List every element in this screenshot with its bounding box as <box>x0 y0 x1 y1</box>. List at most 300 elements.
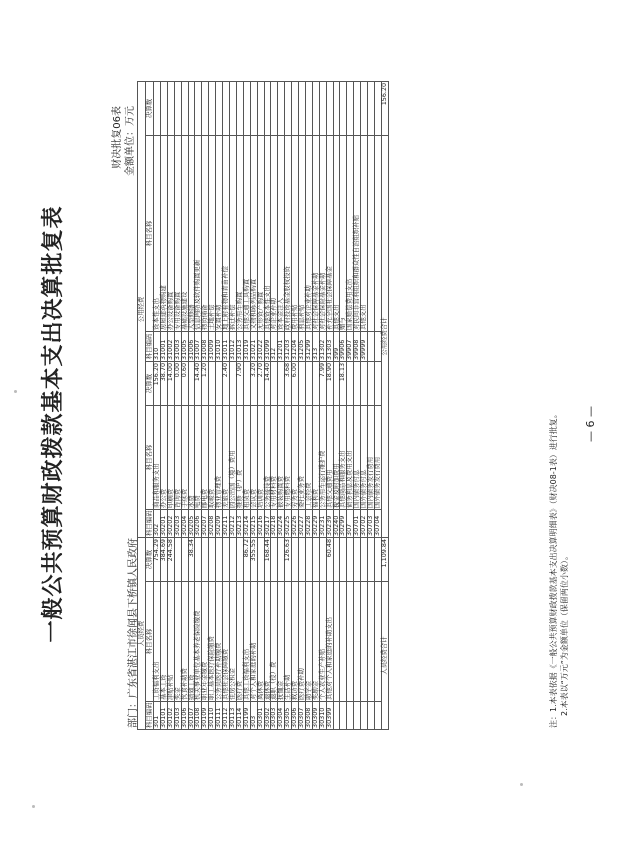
personnel-code-cell <box>347 702 354 730</box>
capital-name-cell: 国家赔偿费用支出 <box>347 135 354 331</box>
table-row <box>271 81 278 729</box>
public-code-cell: 30205 <box>188 509 195 537</box>
personnel-name-cell: 其他对个人和家庭的补助支出 <box>326 582 333 702</box>
personnel-amount-cell <box>333 537 340 581</box>
capital-code-cell: 31002 <box>167 331 174 361</box>
scan-speck <box>520 783 523 786</box>
capital-amount-cell <box>305 81 312 135</box>
table-row <box>243 81 250 729</box>
public-name-cell: 培训费 <box>257 405 264 509</box>
personnel-name-cell <box>361 582 368 702</box>
table-row <box>368 81 375 729</box>
department-label: 部门：广东省湛江市徐闻县下桥镇人民政府 <box>128 538 139 728</box>
public-name-cell: 办公费 <box>160 405 167 509</box>
public-code-cell: 30227 <box>299 509 306 537</box>
public-amount-cell <box>361 361 368 405</box>
public-name-cell: 工会经费 <box>305 405 312 509</box>
public-name-cell: 税金及附加费用 <box>333 405 340 509</box>
table-row <box>154 81 161 729</box>
personnel-name-cell: 抚恤金 <box>278 582 285 702</box>
public-name-cell: 手续费 <box>181 405 188 509</box>
table-row <box>181 81 188 729</box>
public-name-cell: 委托业务费 <box>299 405 306 509</box>
table-row <box>229 81 236 729</box>
capital-name-cell: 其他支出 <box>361 135 368 331</box>
capital-name-cell: 地上附着物和青苗补偿 <box>223 135 230 331</box>
table-row <box>292 81 299 729</box>
capital-name-cell: 利息补贴 <box>299 135 306 331</box>
public-code-cell: 30208 <box>209 509 216 537</box>
capital-code-cell: 31019 <box>243 331 250 361</box>
capital-code-cell: 31001 <box>160 331 167 361</box>
personnel-amount-cell <box>299 537 306 581</box>
capital-amount-cell <box>285 81 292 135</box>
capital-name-cell: 对民间非营利组织和群众性自治组织补贴 <box>354 135 361 331</box>
personnel-code-cell: 30106 <box>181 702 188 730</box>
capital-code-cell: 31010 <box>216 331 223 361</box>
public-amount-cell: 2.40 <box>223 361 230 405</box>
public-code-cell: 30201 <box>160 509 167 537</box>
capital-amount-cell <box>223 81 230 135</box>
personnel-name-cell <box>368 582 375 702</box>
public-code-cell: 30231 <box>319 509 326 537</box>
table-row <box>312 81 319 729</box>
personnel-amount-cell: 384.69 <box>160 537 167 581</box>
capital-name-cell: 对社会保险基金补助 <box>319 135 326 331</box>
public-amount-cell: 14.40 <box>264 361 271 405</box>
capital-amount-cell <box>174 81 181 135</box>
personnel-amount-cell <box>209 537 216 581</box>
personnel-amount-cell: 244.58 <box>167 537 174 581</box>
table-row <box>305 81 312 729</box>
public-code-cell: 302 <box>154 509 161 537</box>
public-name-cell: 租赁费 <box>243 405 250 509</box>
public-amount-cell <box>271 361 278 405</box>
personnel-code-cell: 30303 <box>271 702 278 730</box>
capital-code-cell: 31201 <box>278 331 285 361</box>
public-name-cell: 被装购置费 <box>278 405 285 509</box>
public-code-cell: 30212 <box>229 509 236 537</box>
capital-name-cell: 其他支出 <box>333 135 340 331</box>
personnel-amount-cell <box>195 537 202 581</box>
capital-amount-cell <box>216 81 223 135</box>
personnel-amount-cell: 126.63 <box>285 537 292 581</box>
col-header-code: 科目编码 <box>145 510 153 536</box>
public-total-label: 公用经费合计 <box>381 135 388 537</box>
capital-name-cell: 专用设备购置 <box>174 135 181 331</box>
public-code-cell: 30225 <box>285 509 292 537</box>
capital-name-cell: 文物和陈列品购置 <box>250 135 257 331</box>
personnel-code-cell: 301 <box>154 702 161 730</box>
personnel-name-cell <box>347 582 354 702</box>
col-header-name: 科目名称 <box>146 582 154 702</box>
public-name-cell: 差旅费 <box>223 405 230 509</box>
public-code-cell: 30239 <box>326 509 333 537</box>
personnel-code-cell <box>354 702 361 730</box>
personnel-code-cell: 30199 <box>243 702 250 730</box>
personnel-code-cell: 30108 <box>195 702 202 730</box>
personnel-amount-cell <box>202 537 209 581</box>
public-name-cell: 水费 <box>188 405 195 509</box>
personnel-code-cell: 30114 <box>236 702 243 730</box>
personnel-name-cell: 个人农业生产补贴 <box>319 582 326 702</box>
personnel-code-cell: 30103 <box>174 702 181 730</box>
public-name-cell: 取暖费 <box>209 405 216 509</box>
capital-amount-cell <box>229 81 236 135</box>
public-code-cell: 30217 <box>264 509 271 537</box>
personnel-name-cell: 医疗费补助 <box>299 582 306 702</box>
personnel-code-cell: 30309 <box>312 702 319 730</box>
public-name-cell: 印刷费 <box>167 405 174 509</box>
capital-amount-cell <box>333 81 340 135</box>
amount-unit: 金额单位：万元 <box>125 106 136 176</box>
capital-name-cell: 其他资本性支出 <box>264 135 271 331</box>
public-code-cell: 30206 <box>195 509 202 537</box>
col-header-code: 科目编码 <box>145 702 153 728</box>
public-name-cell: 债务利息及费用支出 <box>347 405 354 509</box>
public-amount-cell: 14.00 <box>167 361 174 405</box>
col-header-amount: 决算数 <box>146 361 154 405</box>
public-code-cell: 30228 <box>305 509 312 537</box>
personnel-amount-cell <box>347 537 354 581</box>
personnel-amount-cell: 754.29 <box>154 537 161 581</box>
capital-amount-cell <box>195 81 202 135</box>
personnel-name-cell: 退休费 <box>264 582 271 702</box>
public-amount-cell: 2.70 <box>257 361 264 405</box>
capital-code-cell <box>368 331 375 361</box>
personnel-amount-cell: 355.55 <box>250 537 257 581</box>
capital-amount-cell <box>278 81 285 135</box>
capital-name-cell: 拆迁补偿 <box>229 135 236 331</box>
capital-amount-cell <box>312 81 319 135</box>
personnel-amount-cell <box>229 537 236 581</box>
capital-name-cell: 公务用车购置 <box>236 135 243 331</box>
table-row <box>278 81 285 729</box>
capital-amount-cell <box>361 81 368 135</box>
public-amount-cell <box>305 361 312 405</box>
public-amount-cell: 7.99 <box>319 361 326 405</box>
personnel-code-cell: 30310 <box>319 702 326 730</box>
capital-name-cell: 大型修缮 <box>188 135 195 331</box>
personnel-name-cell: 其他工资福利支出 <box>243 582 250 702</box>
capital-code-cell: 31021 <box>250 331 257 361</box>
public-code-cell: 30204 <box>181 509 188 537</box>
capital-code-cell: 31008 <box>202 331 209 361</box>
public-name-cell: 电费 <box>195 405 202 509</box>
public-code-cell: 30226 <box>292 509 299 537</box>
public-amount-cell <box>209 361 216 405</box>
personnel-amount-cell <box>354 537 361 581</box>
personnel-code-cell: 30113 <box>229 702 236 730</box>
capital-amount-cell <box>292 81 299 135</box>
personnel-code-cell: 30302 <box>264 702 271 730</box>
public-group-header: 公用经费 <box>138 81 146 537</box>
capital-code-cell: 310 <box>154 331 161 361</box>
capital-amount-cell <box>236 81 243 135</box>
capital-code-cell: 31005 <box>181 331 188 361</box>
public-code-cell: 30218 <box>271 509 278 537</box>
public-code-cell: 30213 <box>236 509 243 537</box>
personnel-code-cell <box>375 702 382 730</box>
personnel-code-cell: 30304 <box>278 702 285 730</box>
personnel-name-cell: 离休费 <box>257 582 264 702</box>
public-name-cell: 劳务费 <box>292 405 299 509</box>
col-header-amount: 决算数 <box>146 81 154 135</box>
table-row <box>174 81 181 729</box>
capital-code-cell: 31007 <box>195 331 202 361</box>
public-amount-cell: 0.00 <box>174 361 181 405</box>
personnel-code-cell <box>340 702 347 730</box>
page-number: — 6 — <box>584 406 597 442</box>
personnel-code-cell: 30112 <box>223 702 230 730</box>
capital-name-cell: 基础设施建设 <box>181 135 188 331</box>
col-header-amount: 决算数 <box>146 537 154 581</box>
table-row <box>354 81 361 729</box>
capital-code-cell: 39999 <box>361 331 368 361</box>
public-name-cell: 商品和服务支出 <box>154 405 161 509</box>
page-title: 一般公共预算财政拨款基本支出决算批复表 <box>41 205 66 643</box>
capital-name-cell: 无形资产购置 <box>257 135 264 331</box>
personnel-name-cell: 基本工资 <box>160 582 167 702</box>
capital-name-cell: 办公设备购置 <box>167 135 174 331</box>
footnotes <box>548 410 570 728</box>
capital-amount-cell <box>354 81 361 135</box>
capital-amount-cell <box>368 81 375 135</box>
personnel-amount-cell <box>216 537 223 581</box>
personnel-name-cell: 公务员医疗补助缴费 <box>216 582 223 702</box>
personnel-name-cell <box>333 582 340 702</box>
table-row <box>236 81 243 729</box>
personnel-amount-cell <box>368 537 375 581</box>
public-name-cell: 国内债务发行费用 <box>368 405 375 509</box>
public-amount-cell <box>347 361 354 405</box>
capital-code-cell: 31022 <box>257 331 264 361</box>
capital-code-cell: 39908 <box>354 331 361 361</box>
public-amount-cell <box>299 361 306 405</box>
personnel-name-cell: 职业年金缴费 <box>202 582 209 702</box>
personnel-amount-cell: 168.44 <box>264 537 271 581</box>
public-code-cell: 30215 <box>250 509 257 537</box>
capital-amount-cell <box>271 81 278 135</box>
public-name-cell: 邮电费 <box>202 405 209 509</box>
public-name-cell: 因公出国（境）费用 <box>229 405 236 509</box>
personnel-code-cell: 303 <box>250 702 257 730</box>
public-code-cell: 30703 <box>368 509 375 537</box>
capital-name-cell: 对企业补助 <box>271 135 278 331</box>
personnel-amount-cell: 86.72 <box>243 537 250 581</box>
personnel-code-cell: 30308 <box>305 702 312 730</box>
table-row <box>167 81 174 729</box>
public-code-cell: 30214 <box>243 509 250 537</box>
personnel-amount-cell <box>340 537 347 581</box>
public-amount-cell: 18.13 <box>340 361 347 405</box>
capital-amount-cell <box>181 81 188 135</box>
table-row <box>347 81 354 729</box>
public-name-cell: 物业管理费 <box>216 405 223 509</box>
personnel-code-cell: 30111 <box>216 702 223 730</box>
table-row <box>216 81 223 729</box>
public-amount-cell: 156.20 <box>154 361 161 405</box>
capital-amount-cell <box>202 81 209 135</box>
personnel-name-cell: 机关事业单位基本养老保险缴费 <box>195 582 202 702</box>
public-code-cell: 30299 <box>340 509 347 537</box>
personnel-amount-cell <box>312 537 319 581</box>
table-row <box>257 81 264 729</box>
table-row <box>375 81 382 729</box>
personnel-amount-cell <box>174 537 181 581</box>
personnel-code-cell: 30110 <box>209 702 216 730</box>
public-name-cell: 咨询费 <box>174 405 181 509</box>
scan-speck <box>14 390 17 393</box>
public-name-cell: 其他商品和服务支出 <box>340 405 347 509</box>
col-header-name: 科目名称 <box>146 135 154 331</box>
expenditure-table <box>137 81 389 730</box>
scan-speck <box>32 805 35 808</box>
capital-name-cell: 其他交通工具购置 <box>243 135 250 331</box>
capital-name-cell: 信息网络及软件购置更新 <box>195 135 202 331</box>
personnel-code-cell <box>333 702 340 730</box>
capital-amount-cell <box>257 81 264 135</box>
capital-name-cell <box>375 135 382 331</box>
capital-name-cell <box>368 135 375 331</box>
capital-code-cell: 31013 <box>236 331 243 361</box>
personnel-name-cell: 其他社会保障缴费 <box>223 582 230 702</box>
capital-code-cell: 31299 <box>305 331 312 361</box>
personnel-code-cell: 30399 <box>326 702 333 730</box>
table-row <box>209 81 216 729</box>
capital-code-cell: 31012 <box>229 331 236 361</box>
capital-name-cell: 政府投资基金股权投资 <box>285 135 292 331</box>
personnel-name-cell: 职工基本医疗保险缴费 <box>209 582 216 702</box>
public-amount-cell: 3.68 <box>285 361 292 405</box>
public-amount-cell: 1.20 <box>202 361 209 405</box>
public-code-cell: 30209 <box>216 509 223 537</box>
personnel-name-cell: 绩效工资 <box>188 582 195 702</box>
capital-name-cell: 补充全国社会保障基金 <box>326 135 333 331</box>
personnel-name-cell <box>340 582 347 702</box>
capital-code-cell: 313 <box>312 331 319 361</box>
public-name-cell: 专用材料费 <box>271 405 278 509</box>
personnel-code-cell: 30305 <box>285 702 292 730</box>
personnel-code-cell: 30109 <box>202 702 209 730</box>
personnel-code-cell <box>361 702 368 730</box>
personnel-name-cell: 退职（役）费 <box>271 582 278 702</box>
personnel-code-cell: 30301 <box>257 702 264 730</box>
capital-name-cell: 资本性支出 <box>154 135 161 331</box>
personnel-total-amount: 1,109.84 <box>381 537 388 581</box>
table-row <box>223 81 230 729</box>
capital-code-cell: 31302 <box>319 331 326 361</box>
public-code-cell: 30240 <box>333 509 340 537</box>
public-amount-cell: 38.70 <box>160 361 167 405</box>
col-header-name: 科目名称 <box>146 405 154 509</box>
public-amount-cell <box>354 361 361 405</box>
personnel-name-cell: 住房公积金 <box>229 582 236 702</box>
public-amount-cell: 6.00 <box>292 361 299 405</box>
capital-code-cell: 31205 <box>299 331 306 361</box>
public-name-cell: 公务接待费 <box>264 405 271 509</box>
capital-name-cell: 房屋建筑物购建 <box>160 135 167 331</box>
personnel-name-cell: 工资福利支出 <box>154 582 161 702</box>
public-amount-cell <box>375 361 382 405</box>
form-number: 财决批复06表 <box>112 106 123 169</box>
capital-name-cell: 费用补贴 <box>292 135 299 331</box>
col-header-code: 科目编码 <box>146 331 154 361</box>
personnel-amount-cell <box>305 537 312 581</box>
public-amount-cell: 18.90 <box>326 361 333 405</box>
personnel-amount-cell <box>223 537 230 581</box>
capital-amount-cell <box>326 81 333 135</box>
capital-name-cell: 土地补偿 <box>209 135 216 331</box>
capital-name-cell: 安置补助 <box>216 135 223 331</box>
public-total-amount: 156.20 <box>381 81 388 135</box>
capital-code-cell: 399 <box>333 331 340 361</box>
capital-code-cell: 31003 <box>174 331 181 361</box>
footnote-line: 注：1.本表依据《一般公共预算财政拨款基本支出决算明细表》（财决08-1表）进行批复。 <box>549 410 558 728</box>
public-name-cell: 会议费 <box>250 405 257 509</box>
personnel-amount-cell <box>271 537 278 581</box>
capital-name-cell: 对社会保障基金补助 <box>312 135 319 331</box>
personnel-amount-cell <box>292 537 299 581</box>
personnel-name-cell: 奖金 <box>174 582 181 702</box>
personnel-name-cell: 助学金 <box>305 582 312 702</box>
capital-amount-cell <box>340 81 347 135</box>
capital-name-cell: 其他对企业补助 <box>305 135 312 331</box>
public-code-cell: 307 <box>347 509 354 537</box>
personnel-name-cell: 救济费 <box>292 582 299 702</box>
table-row <box>195 81 202 729</box>
personnel-total-label: 人员经费合计 <box>381 582 388 730</box>
capital-code-cell: 31009 <box>209 331 216 361</box>
capital-amount-cell <box>154 81 161 135</box>
table-row <box>250 81 257 729</box>
table-row <box>361 81 368 729</box>
personnel-name-cell: 生活补助 <box>285 582 292 702</box>
personnel-amount-cell <box>361 537 368 581</box>
public-name-cell: 福利费 <box>312 405 319 509</box>
personnel-name-cell: 津贴补贴 <box>167 582 174 702</box>
capital-amount-cell <box>250 81 257 135</box>
capital-name-cell: 资本金注入 <box>278 135 285 331</box>
capital-code-cell: 31203 <box>285 331 292 361</box>
capital-code-cell: 31006 <box>188 331 195 361</box>
public-amount-cell: 3.20 <box>250 361 257 405</box>
personnel-name-cell: 伙食补助费 <box>181 582 188 702</box>
table-row <box>326 81 333 729</box>
capital-amount-cell <box>347 81 354 135</box>
public-code-cell: 30202 <box>167 509 174 537</box>
personnel-amount-cell: 38.34 <box>188 537 195 581</box>
public-code-cell: 30211 <box>223 509 230 537</box>
capital-code-cell: 39906 <box>340 331 347 361</box>
personnel-code-cell <box>368 702 375 730</box>
capital-code-cell: 31099 <box>264 331 271 361</box>
personnel-code-cell: 30307 <box>299 702 306 730</box>
personnel-code-cell: 30102 <box>167 702 174 730</box>
table-row <box>264 81 271 729</box>
public-amount-cell: 7.90 <box>236 361 243 405</box>
table-row <box>333 81 340 729</box>
public-code-cell: 30216 <box>257 509 264 537</box>
capital-name-cell: 物资储备 <box>202 135 209 331</box>
public-amount-cell: 0.60 <box>181 361 188 405</box>
public-name-cell: 其他交通费用 <box>326 405 333 509</box>
totals-row <box>381 81 388 729</box>
capital-code-cell: 31011 <box>223 331 230 361</box>
capital-code-cell: 31303 <box>326 331 333 361</box>
public-amount-cell <box>368 361 375 405</box>
public-code-cell: 30203 <box>174 509 181 537</box>
